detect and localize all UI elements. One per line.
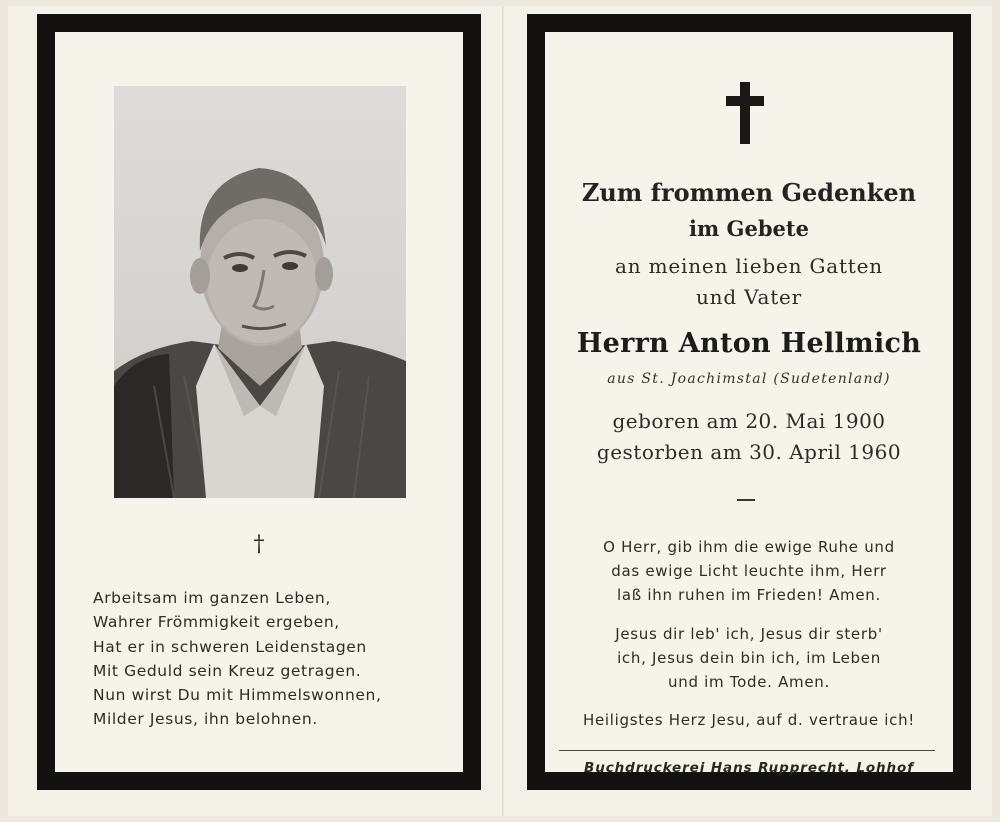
prayer-line: Heiligstes Herz Jesu, auf d. vertraue ich! <box>582 711 916 729</box>
origin-line: aus St. Joachimstal (Sudetenland) <box>607 371 891 387</box>
prayer-line: O Herr, gib ihm die ewige Ruhe und <box>603 538 895 556</box>
small-cross-icon: † <box>253 532 265 557</box>
birth-date: geboren am 20. Mai 1900 <box>612 409 886 433</box>
dedication-line-1: an meinen lieben Gatten <box>615 254 883 278</box>
left-panel <box>37 14 481 790</box>
card-fold <box>502 6 504 816</box>
right-panel <box>527 14 971 790</box>
poem-line: Milder Jesus, ihn belohnen. <box>93 710 318 729</box>
poem-line: Hat er in schweren Leidenstagen <box>93 637 367 656</box>
portrait-photo <box>114 86 406 498</box>
deceased-name: Herrn Anton Hellmich <box>576 328 922 359</box>
poem <box>93 586 433 732</box>
prayer-sacred-heart <box>545 708 953 732</box>
prayer-line: Jesus dir leb' ich, Jesus dir sterb' <box>615 625 883 643</box>
prayer-eternal-rest <box>545 535 953 607</box>
latin-cross-icon <box>726 82 764 144</box>
poem-line: Wahrer Frömmigkeit ergeben, <box>93 613 340 632</box>
prayer-line: ich, Jesus dein bin ich, im Leben <box>617 649 881 667</box>
poem-line: Arbeitsam im ganzen Leben, <box>93 589 331 607</box>
heading-line-1: Zum frommen Gedenken <box>581 178 917 207</box>
death-date: gestorben am 30. April 1960 <box>596 440 902 464</box>
prayer-line: laß ihn ruhen im Frieden! Amen. <box>617 586 881 604</box>
divider-dash <box>737 499 755 501</box>
poem-line: Mit Geduld sein Kreuz getragen. <box>93 661 362 680</box>
prayer-jesus <box>545 622 953 694</box>
prayer-line: das ewige Licht leuchte ihm, Herr <box>611 562 887 580</box>
footer-rule <box>559 750 935 751</box>
prayer-line: und im Tode. Amen. <box>668 673 830 691</box>
heading-line-2: im Gebete <box>689 216 809 241</box>
printer-credit: Buchdruckerei Hans Rupprecht, Lohhof <box>584 760 914 776</box>
dedication-line-2: und Vater <box>695 285 803 309</box>
poem-line: Nun wirst Du mit Himmelswonnen, <box>93 686 382 705</box>
portrait-illustration <box>114 86 406 498</box>
